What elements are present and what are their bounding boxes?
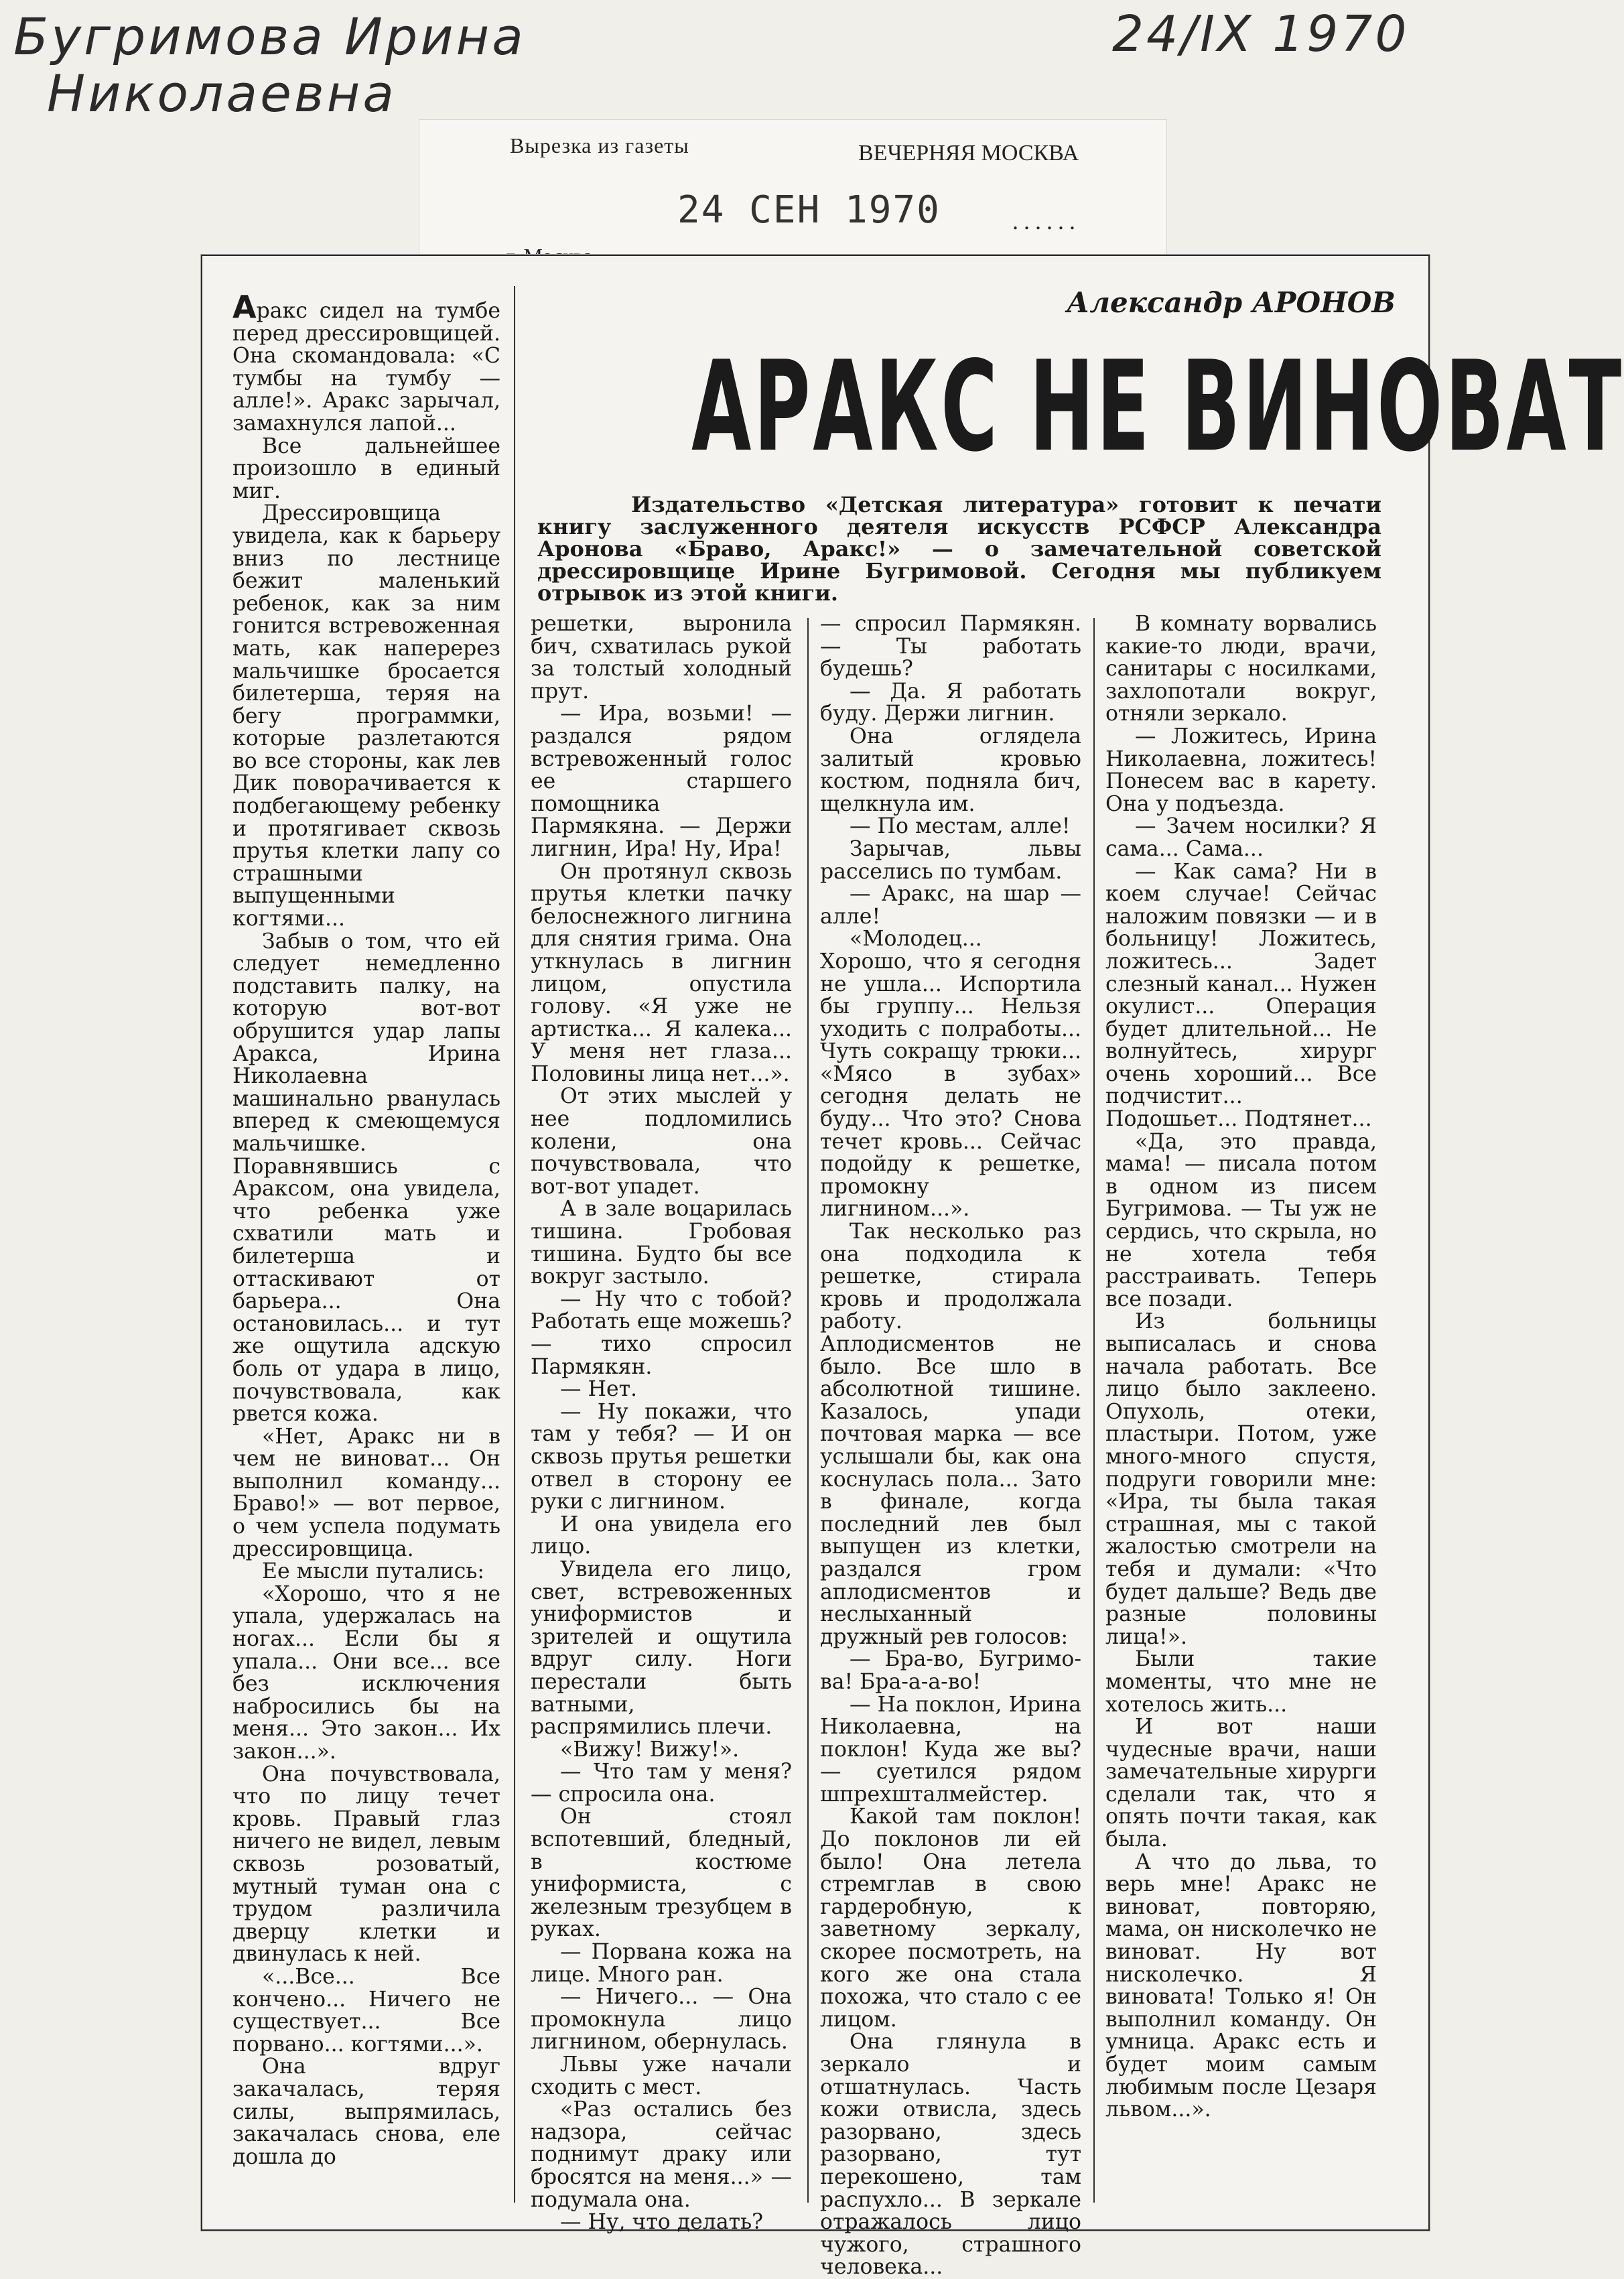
paragraph: Она почувствовала, что по лицу течет кровь. Правый глаз ничего не видел, левым сквозь розоватый, мутный туман она с трудом различила дверцу клетки и двинулась к ней. (232, 1762, 500, 1967)
paragraph: — Ну что с тобой? Работать еще можешь? — тихо спросил Пармякян. (531, 1287, 792, 1379)
paragraph: — Ложитесь, Ирина Николаевна, ложитесь! Понесем вас в карету. Она у подъезда. (1105, 724, 1377, 816)
paragraph: А в зале воцарилась тишина. Гробовая тишина. Будто бы все вокруг застыло. (531, 1197, 792, 1289)
column-rule (807, 618, 809, 2203)
article-column-1 (232, 289, 500, 2169)
paragraph: Аракс сидел на тумбе перед дрессировщицей. Она скомандовала: «С тумбы на тумбу — алле!». Аракс зарычал, замахнулся лапой... (232, 289, 500, 436)
paragraph: Ее мысли путались: (262, 1559, 485, 1584)
paragraph: — Бра-во, Бугримо-ва! Бра-а-а-во! (820, 1647, 1081, 1694)
clipping-label (419, 119, 1167, 275)
paragraph: И вот наши чудесные врачи, наши замечательные хирурги сделали так, что я опять почти такая, как была. (1105, 1715, 1377, 1852)
paragraph: «...Все... Все кончено... Ничего не существует... Все порвано... когтями...». (232, 1964, 500, 2057)
paragraph: Зарычав, львы расселись по тумбам. (820, 836, 1081, 884)
paragraph: — Порвана кожа на лице. Много ран. (531, 1940, 792, 1987)
column-rule (514, 286, 515, 2203)
label-dots: ...... (1012, 208, 1081, 235)
column-rule (1093, 618, 1095, 2203)
paragraph: Были такие моменты, что мне не хотелось жить... (1105, 1647, 1377, 1717)
paragraph: От этих мыслей у нее подломились колени, она почувствовала, что вот-вот упадет. (531, 1084, 792, 1199)
handwritten-owner-name: Бугримова Ирина (13, 7, 526, 66)
handwritten-date: 24/IX 1970 (1112, 5, 1410, 63)
newspaper-clipping (201, 255, 1624, 2279)
paragraph: — Зачем носилки? Я сама... Сама... (1105, 814, 1377, 861)
article-lead: Издательство «Детская литература» готовит к печати книгу заслуженного деятеля искусств РСФСР Александра Аронова «Браво, Аракс!» — о замечательной советской дрессировщице Ирине Бугримовой. Сегодня мы публикуем отрывок из этой книги. (537, 492, 1381, 606)
article-column-4 (1105, 613, 1377, 2122)
paragraph: — Аракс, на шар — алле! (820, 882, 1081, 929)
paragraph: А что до льва, то верь мне! Аракс не виноват, повторяю, мама, он нисколечко не виноват. Ну вот нисколечко. Я виновата! Только я! Он выполнил команду. Он умница. Аракс есть и будет моим самым любимым после Цезаря львом...». (1105, 1849, 1377, 2122)
paragraph: решетки, выронила бич, схватилась рукой за толстый холодный прут. (531, 612, 792, 704)
paragraph: Так несколько раз она подходила к решетке, стирала кровь и продолжала работу. Аплодисментов не было. Все шло в абсолютной тишине. Казалось, упади почтовая марка — все услышали бы, как она коснулась пола... Зато в финале, когда последний лев был выпущен из клетки, раздался гром аплодисментов и неслыханный дружный рев голосов: (820, 1220, 1081, 1649)
paragraph: Какой там поклон! До поклонов ли ей было! Она летела стремглав в свою гардеробную, к заветному зеркалу, скорее посмотреть, на кого же она стала похожа, что стало с ее лицом. (820, 1805, 1081, 2032)
paragraph: — Как сама? Ни в коем случае! Сейчас наложим повязки — и в больницу! Ложитесь, ложитесь... Задет слезный канал... Нужен окулист... Операция будет длительной... Не волнуйтесь, хирург очень хороший... Все подчистит... Подошьет... Подтянет... (1105, 859, 1377, 1132)
paragraph: Он протянул сквозь прутья клетки пачку белоснежного лигнина для снятия грима. Она уткнулась в лигнин лицом, опустила голову. «Я уже не артистка... Я калека... У меня нет глаза... Половины лица нет...». (531, 859, 792, 1086)
paragraph: — Ну покажи, что там у тебя? — И он сквозь прутья решетки отвел в сторону ее руки с лигнином. (531, 1399, 792, 1514)
handwritten-owner-patronymic: Николаевна (47, 64, 397, 123)
paragraph: Львы уже начали сходить с мест. (531, 2053, 792, 2099)
paragraph: Она оглядела залитый кровью костюм, подняла бич, щелкнула им. (820, 724, 1081, 816)
paragraph: Забыв о том, что ей следует немедленно подставить палку, на которую вот-вот обрушится удар лапы Аракса, Ирина Николаевна машинально рванулась вперед к смеющемуся мальчишке. Поравнявшись с Араксом, она увидела, что ребенка уже схватили мать и билетерша и оттаскивают от барьера... Она остановилась... и тут же ощутила адскую боль от удара в лицо, почувствовала, как рвется кожа. (232, 929, 500, 1427)
newspaper-name: ВЕЧЕРНЯЯ МОСКВА (858, 141, 1079, 166)
article-column-3 (820, 613, 1081, 2279)
paragraph: Увидела его лицо, свет, встревоженных униформистов и зрителей и ощутила вдруг силу. Ноги перестали быть ватными, распрямились плечи. (531, 1557, 792, 1740)
date-stamp: 24 СЕН 1970 (677, 188, 941, 232)
paragraph: «Молодец... Хорошо, что я сегодня не ушла... Испортила бы группу... Нельзя уходить с полработы... Чуть сокращу трюки... «Мясо в зубах» сегодня делать не буду... Что это? Снова течет кровь... Сейчас подойду к решетке, промокну лигнином...». (820, 927, 1081, 1222)
paragraph: «Хорошо, что я не упала, удержалась на ногах... Если бы я упала... Они все... все без исключения набросились бы на меня... Это закон... Их закон...». (232, 1581, 500, 1764)
paragraph: «Вижу! Вижу!». (560, 1737, 740, 1762)
paragraph: И она увидела его лицо. (531, 1512, 792, 1559)
paragraph: «Нет, Аракс ни в чем не виноват... Он выполнил команду... Браво!» — вот первое, о чем успела подумать дрессировщица. (232, 1424, 500, 1561)
paragraph: — Ира, возьми! — раздался рядом встревоженный голос ее старшего помощника Пармякяна. — Держи лигнин, Ира! Ну, Ира! (531, 702, 792, 861)
paragraph: Из больницы выписалась и снова начала работать. Все лицо было заклеено. Опухоль, отеки, пластыри. Потом, уже много-много спустя, подруги говорили мне: «Ира, ты была такая страшная, мы с такой жалостью смотрели на тебя и думали: «Что будет дальше? Ведь две разные половины лица!». (1105, 1309, 1377, 1649)
paragraph: — спросил Пармякян. — Ты работать будешь? (820, 612, 1081, 681)
paragraph: — На поклон, Ирина Николаевна, на поклон! Куда же вы? — суетился рядом шпрехшталмейстер. (820, 1692, 1081, 1807)
article-headline: АРАКС НЕ ВИНОВАТ (691, 334, 1624, 479)
paragraph: Она глянула в зеркало и отшатнулась. Часть кожи отвисла, здесь разорвано, здесь разорвано, тут перекошено, там распухло... В зеркале отражалось лицо чужого, страшного человека... (820, 2030, 1081, 2279)
article-column-2 (531, 613, 792, 2234)
paragraph: — По местам, алле! (850, 814, 1071, 839)
paragraph: — Ну, что делать? (560, 2210, 764, 2235)
paragraph: Он стоял вспотевший, бледный, в костюме униформиста, с железным трезубцем в руках. (531, 1805, 792, 1942)
paragraph: «Раз остались без надзора, сейчас поднимут драку или бросятся на меня...» — подумала она. (531, 2097, 792, 2212)
drop-cap: А (232, 289, 257, 325)
paragraph: — Ничего... — Она промокнула лицо лигнином, обернулась. (531, 1985, 792, 2055)
paragraph: Дрессировщица увидела, как к барьеру вниз по лестнице бежит маленький ребенок, как за ним гонится встревоженная мать, как наперерез мальчишке бросается билетерша, теряя на бегу программки, которые разлетаются во все стороны, как лев Дик поворачивается к подбегающему ребенку и протягивает сквозь прутья клетки лапу со страшными выпущенными когтями... (232, 501, 500, 931)
paragraph: В комнату ворвались какие-то люди, врачи, санитары с носилками, захлопотали вокруг, отняли зеркало. (1105, 612, 1377, 726)
paragraph: — Да. Я работать буду. Держи лигнин. (820, 679, 1081, 726)
paragraph: — Что там у меня? — спросила она. (531, 1760, 792, 1807)
paragraph: «Да, это правда, мама! — писала потом в одном из писем Бугримова. — Ты уж не сердись, что скрыла, но не хотела тебя расстраивать. Теперь все позади. (1105, 1129, 1377, 1311)
paragraph: Все дальнейшее произошло в единый миг. (232, 434, 500, 503)
clipping-from-label: Вырезка из газеты (510, 133, 689, 157)
article-author: Александр АРОНОВ (1067, 286, 1396, 319)
paragraph: Она вдруг закачалась, теряя силы, выпрямилась, закачалась снова, еле дошла до (232, 2055, 500, 2169)
paragraph: — Нет. (560, 1377, 638, 1402)
